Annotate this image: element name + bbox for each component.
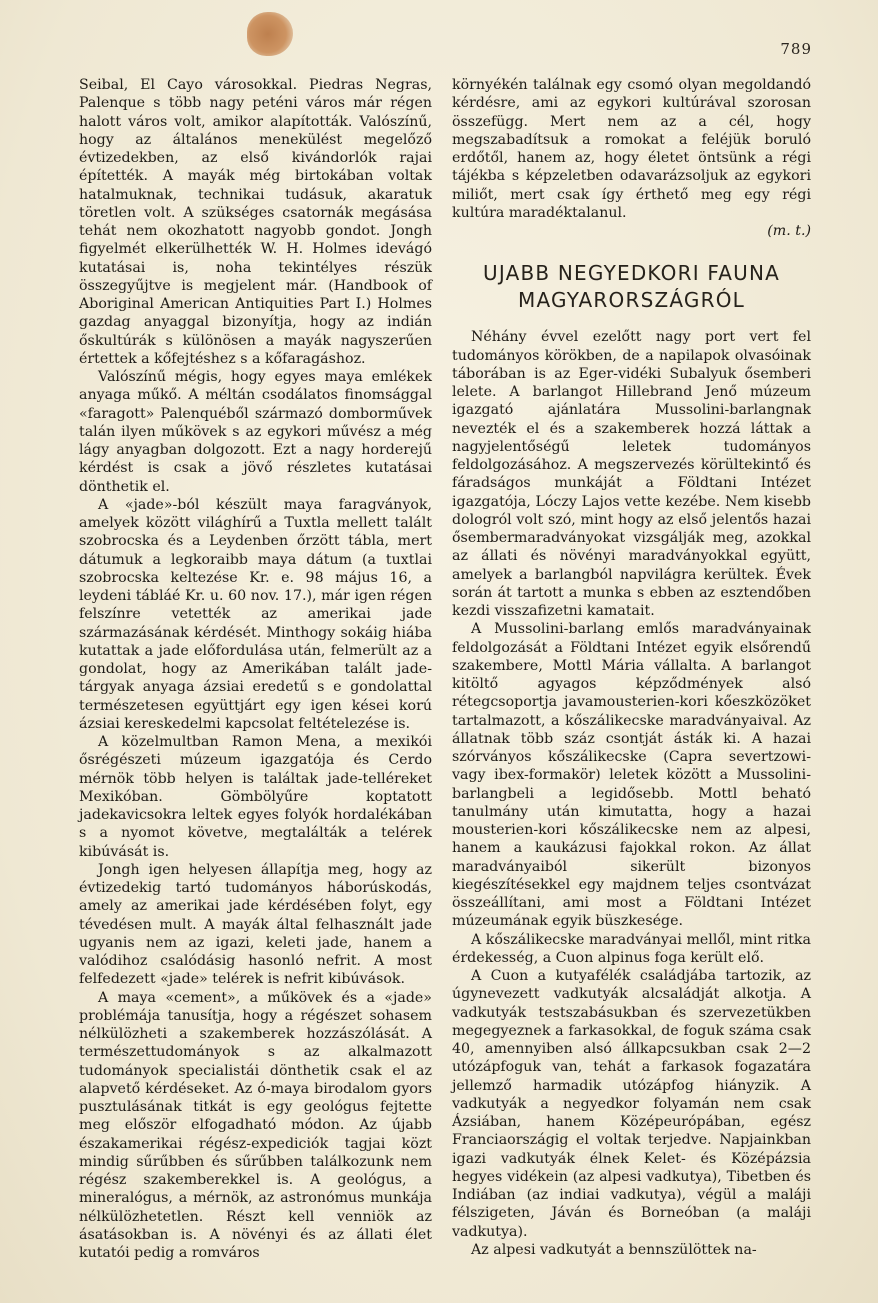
right-column — [452, 76, 811, 1259]
paragraph: A kőszálikecske maradványai mellől, mint ritka érdekesség, a Cuon alpinus foga került elő. — [452, 931, 811, 966]
paragraph: Seibal, El Cayo városokkal. Piedras Negras, Palenque s több nagy peténi város már régen halott város volt, amikor alapították. Valószínű, hogy az általános menekülést megelőző évtizedekben, az első kivándorlók rajai építették. A mayák még birtokában voltak hatalmuknak, technikai tudásuk, akaratuk töretlen volt. A szükséges csatornák megásása tehát nem okozhatott nagyobb gondot. Jongh figyelmét elkerülhették W. H. Holmes idevágó kutatásai is, noha tekintélyes részük összegyűjtve is megjelent már. (Handbook of Aboriginal American Antiquities Part I.) Holmes gazdag anyaggal bizonyítja, hogy az indián őskultúrák s különösen a mayák nagyszerűen értettek a kőfejtéshez s a kőfaragáshoz. — [79, 77, 432, 367]
page-number: 789 — [780, 40, 812, 58]
paragraph: A Mussolini-barlang emlős maradványainak feldolgozását a Földtani Intézet egyik elsőrendű szakembere, Mottl Mária vállalta. A barlangot kitöltő agyagos képződmények alsó rétegcsoportja javamousterien-kori kőeszközöket tartalmazott, a kőszálikecske maradványaival. Az állatnak több száz csontját ásták ki. A hazai szórványos kőszálikecske (Capra severtzowi- vagy ibex-formakör) leletek között a Mussolini-barlangbeli a legidősebb. Mottl beható tanulmány után kimutatta, hogy a hazai mousterien-kori kőszálikecske nem az alpesi, hanem a kaukázusi fajokkal rokon. Az állat maradványaiból sikerült bizonyos kiegészítésekkel egy majdnem teljes csontvázat összeállítani, ami most a Földtani Intézet múzeumának egyik büszkesége. — [452, 621, 811, 930]
article-title — [452, 260, 811, 314]
paragraph: Valószínű mégis, hogy egyes maya emlékek anyaga műkő. A méltán csodálatos finomsággal «faragott» Palenquéből származó domborművek talán ilyen műkövek s az egykori művész a még lágy anyagban dolgozott. Ezt a nagy horderejű kérdést is csak a jövő részletes kutatásai dönthetik el. — [79, 369, 432, 495]
paragraph: A maya «cement», a műkövek és a «jade» problémája tanusítja, hogy a régészet sohasem nélkülözheti a szakemberek hozzászólását. A természettudományok s az alkalmazott tudományok specialistái dönthetik csak el az alapvető kérdéseket. Az ó-maya birodalom gyors pusztulásának titkát is egy geológus fejtette meg először elfogadható módon. Az újabb északamerikai régész-expediciók tagjai közt mindig sűrűbben és sűrűbben találkozunk nem régész szakemberekkel is. A geológus, a mineralógus, a mérnök, az astronómus munkája nélkülözhetetlen. Részt kell venniök az ásatásokban is. A növényi és az állati élet kutatói pedig a romváros — [79, 989, 432, 1261]
article-title-line-1: UJABB NEGYEDKORI FAUNA — [483, 261, 780, 286]
paragraph: Jongh igen helyesen állapítja meg, hogy az évtizedekig tartó tudományos háborúskodás, amely az amerikai jade kérdésében folyt, egy tévedésen mult. A mayák által felhasznált jade ugyanis nem az igazi, keleti jade, hanem a valódihoz csalódásig hasonló nefrit. A most felfedezett «jade» telérek is nefrit kibúvások. — [79, 861, 432, 988]
author-signature: (m. t.) — [767, 223, 811, 239]
left-column — [79, 76, 432, 1262]
paragraph: A közelmultban Ramon Mena, a mexikói ősrégészeti múzeum igazgatója és Cerdo mérnök több helyen is találtak jade-telléreket Mexikóban. Gömbölyűre koptatott jadekavicsokra leltek egyes folyók hordalékában s a nyomot követve, megtalálták a telérek kibúvását is. — [79, 734, 432, 860]
paragraph: A Cuon a kutyafélék családjába tartozik, az úgynevezett vadkutyák alcsaládját alkotja. A vadkutyák testszabásukban és szervezetükben megegyeznek a farkasokkal, de foguk száma csak 40, amennyiben alsó állkapcsukban csak 2—2 utózápfoguk van, tehát a farkasok fogazatára jellemző harmadik utózápfog hiányzik. A vadkutyák a negyedkor folyamán nem csak Ázsiában, hanem Középeurópában, egész Franciaországig el voltak terjedve. Napjainkban igazi vadkutyák élnek Kelet- és Középázsia hegyes vidékein (az alpesi vadkutya), Tibetben és Indiában (az indiai vadkutya), végül a maláji félszigeten, Jáván és Borneóban (a maláji vadkutya). — [452, 968, 811, 1240]
paper-stain — [247, 12, 293, 56]
paragraph: Néhány évvel ezelőtt nagy port vert fel tudományos körökben, de a napilapok olvasóinak táborában is az Eger-vidéki Subalyuk ősemberi lelete. A barlangot Hillebrand Jenő múzeum igazgató ajánlatára Mussolini-barlangnak nevezték el és a szakemberek hozzá láttak a nagyjelentőségű leletek tudományos feldolgozásához. A megszervezés körültekintő és fáradságos munkáját a Földtani Intézet igazgatója, Lóczy Lajos vette kezébe. Nem kisebb dologról volt szó, mint hogy az első jelentős hazai ősembermaradványokat vizsgálják meg, azokkal az állati és növényi maradványokkal együtt, amelyek a barlangból napvilágra kerültek. Évek során át tartott a munka s ebben az esztendőben kezdi visszafizetni kamatait. — [452, 329, 811, 619]
paragraph: A «jade»-ból készült maya faragványok, amelyek között világhírű a Tuxtla mellett talált szobrocska és a Leydenben őrzött tábla, mert dátumuk a legkoraibb maya dátum (a tuxtlai szobrocska keltezése Kr. e. 98 május 16, a leydeni tábláé Kr. u. 60 nov. 17.), már igen régen felszínre vetették az amerikai jade származásának kérdését. Minthogy sokáig hiába kutattak a jade előfordulása után, felmerült az a gondolat, hogy az Amerikában talált jade-tárgyak anyaga ázsiai eredetű s e gondolattal természetesen együttjárt egy igen kései korú ázsiai kereskedelmi kapcsolat feltételezése is. — [79, 496, 432, 732]
paragraph: Az alpesi vadkutyát a bennszülöttek na- — [471, 1241, 757, 1258]
article-title-line-2: MAGYARORSZÁGRÓL — [518, 288, 745, 313]
paragraph: környékén találnak egy csomó olyan megoldandó kérdésre, ami az egykori kultúrával szorosan összefügg. Mert nem az a cél, hogy megszabadítsuk a romokat a feléjük boruló erdőtől, hanem az, hogy életet öntsünk a régi tájékba s képzeletben odavarázsoljuk az egykori miliőt, mert csak így érthető meg egy régi kultúra maradéktalanul. — [452, 77, 811, 221]
